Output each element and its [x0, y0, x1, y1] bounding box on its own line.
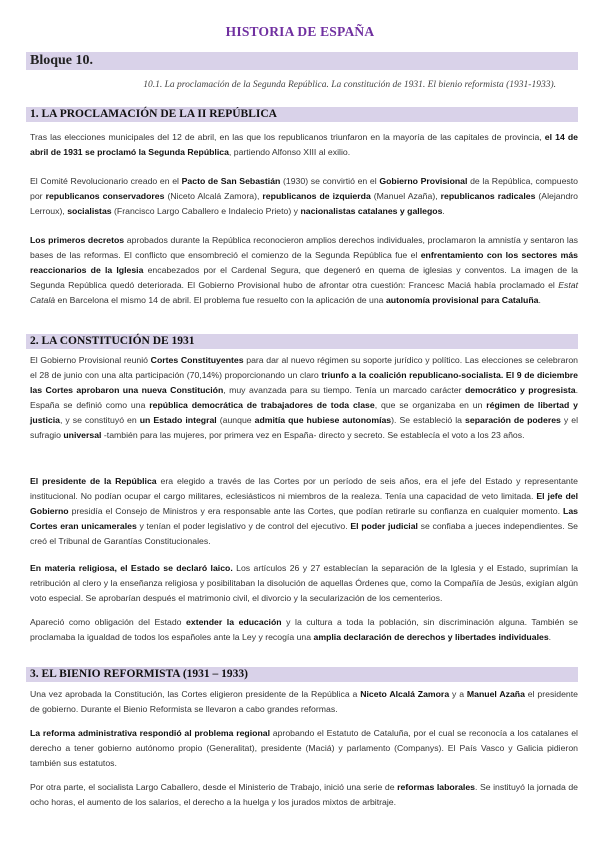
text-run: se confiaba a jueces independientes. Se creó el Tribunal de Garantías Constitucionales.: [30, 521, 578, 546]
paragraph: [30, 780, 578, 810]
text-run: (Alejandro Lerroux),: [30, 191, 579, 216]
text-run: y el sufragio: [30, 415, 579, 440]
bold-text: Manuel Azaña: [466, 689, 525, 699]
text-run: Los artículos 26 y 27 establecían la separación de la Iglesia y el Estado, suprimían la retribución al clero y la enseñanza religiosa y posibilitaban la disolución de aquellas Órdenes que, como la Compañía de Jesús, exigían algún voto especial. Se aprobarían después el matrimonio civil, el divorcio y la secularización de los cementerios.: [30, 563, 578, 603]
bold-text: enfrentamiento con los sectores más reaccionarios de la Iglesia: [30, 250, 578, 275]
bold-text: En materia religiosa, el Estado se declaró laico.: [30, 563, 233, 573]
paragraph: [30, 233, 578, 308]
paragraph: [30, 726, 578, 771]
text-run: .: [548, 632, 552, 642]
bold-text: separación de poderes: [465, 415, 561, 425]
text-run: .: [538, 295, 541, 305]
bold-text: El poder judicial: [350, 521, 418, 531]
text-run: en Barcelona el mismo 14 de abril. El problema fue resuelto con la aplicación de una: [55, 295, 386, 305]
text-run: ). Se estableció la: [391, 415, 466, 425]
bold-text: Las Cortes eran unicamerales: [30, 506, 578, 531]
text-run: , muy avanzada para su tiempo. Tenía un marcado carácter: [223, 385, 465, 395]
text-run: . Se instituyó la jornada de ocho horas, el aumento de los salarios, el derecho a la huelga y los jurados mixtos de arbitraje.: [30, 782, 579, 807]
text-run: -también para las mujeres, por primera vez en España- directo y secreto. Se establecía el voto a los 23 años.: [101, 430, 525, 440]
bold-text: El jefe del Gobierno: [30, 491, 578, 516]
paragraph: [30, 174, 578, 219]
bold-text: régimen de libertad y justicia: [30, 400, 578, 425]
section-heading-bienio: 3. EL BIENIO REFORMISTA (1931 – 1933): [26, 667, 578, 682]
bold-text: El presidente de la República: [30, 476, 157, 486]
block-subtitle: 10.1. La proclamación de la Segunda República. La constitución de 1931. El bienio reformista (1931-1933).: [143, 80, 556, 90]
bold-text: Cortes Constituyentes: [150, 355, 244, 365]
text-run: (aunque: [216, 415, 255, 425]
paragraph: [30, 353, 578, 443]
text-run: Por otra parte, el socialista Largo Caballero, desde el Ministerio de Trabajo, inició una serie de: [30, 782, 398, 792]
text-run: aprobados durante la República reconocieron amplios derechos individuales, proclamaron la amnistía y sentaron las bases de las reformas. El conflicto que ensombreció el comienzo de la Segunda República fue el: [30, 235, 578, 260]
bold-text: Gobierno Provisional: [379, 176, 468, 186]
bold-text: república democrática de trabajadores de toda clase: [149, 400, 375, 410]
text-run: , y se constituyó en: [59, 415, 140, 425]
bold-text: socialistas: [67, 206, 112, 216]
text-run: Apareció como obligación del Estado: [30, 617, 187, 627]
text-run: . España se definió como una: [30, 385, 578, 410]
text-run: encabezados por el Cardenal Segura, que degeneró en quema de iglesias y conventos. La imagen de la Segunda República quedó deteriorada. El Gobierno Provisional hubo de afrontar otra cuestión: Francesc Maciá había proclamado el: [30, 265, 578, 290]
text-run: aprobando el Estatuto de Cataluña, por el cual se reconocía a los catalanes el derecho a tener gobierno autónomo propio (Generalitat), presidente (Maciá) y parlamento (Companys). El País Vasco y Galicia pidieron también sus estatutos.: [30, 728, 578, 768]
paragraph: [30, 615, 578, 645]
italic-text: Estat Català: [30, 280, 578, 305]
text-run: , partiendo Alfonso XIII al exilio.: [228, 147, 351, 157]
bold-text: triunfo a la coalición republicano-socialista. El 9 de diciembre las Cortes aprobaron una nueva Constitución: [30, 370, 579, 395]
bold-text: Los primeros decretos: [30, 235, 125, 245]
paragraph: [30, 561, 578, 606]
bold-text: el 14 de abril de 1931 se proclamó la Segunda República: [30, 132, 579, 157]
block-heading: Bloque 10.: [26, 52, 578, 70]
text-run: de la República, compuesto por: [30, 176, 578, 201]
text-run: para dar al nuevo régimen su soporte jurídico y político. Las elecciones se celebraron el 28 de junio con una alta participación (70,14%) proporcionando un claro: [30, 355, 579, 380]
text-run: y a: [449, 689, 467, 699]
section-heading-proclamacion: 1. LA PROCLAMACIÓN DE LA II REPÚBLICA: [26, 107, 578, 122]
text-run: (Niceto Alcalá Zamora),: [164, 191, 263, 201]
bold-text: autonomía provisional para Cataluña: [385, 295, 539, 305]
bold-text: La reforma administrativa respondió al problema regional: [30, 728, 271, 738]
text-run: y tenían el poder legislativo y de control del ejecutivo.: [136, 521, 351, 531]
bold-text: republicanos radicales: [440, 191, 536, 201]
paragraph: [30, 474, 578, 549]
text-run: Tras las elecciones municipales del 12 de abril, en las que los republicanos triunfaron en la mayoría de las capitales de provincia,: [30, 132, 545, 142]
bold-text: nacionalistas catalanes y gallegos: [300, 206, 443, 216]
paragraph: [30, 130, 578, 160]
text-run: (Manuel Azaña),: [370, 191, 441, 201]
bold-text: Niceto Alcalá Zamora: [360, 689, 450, 699]
text-run: , que se organizaba en un: [374, 400, 487, 410]
paragraph: [30, 687, 578, 717]
text-run: El Gobierno Provisional reunió: [30, 355, 151, 365]
bold-text: admitía que hubiese autonomías: [254, 415, 392, 425]
text-run: El Comité Revolucionario creado en el: [30, 176, 182, 186]
text-run: (Francisco Largo Caballero e Indalecio Prieto) y: [111, 206, 301, 216]
section-heading-constitucion: 2. LA CONSTITUCIÓN DE 1931: [26, 334, 578, 349]
bold-text: Pacto de San Sebastián: [181, 176, 281, 186]
bold-text: un Estado integral: [139, 415, 217, 425]
bold-text: democrático y progresista: [464, 385, 576, 395]
bold-text: universal: [63, 430, 102, 440]
text-run: y la cultura a toda la población, sin discriminación alguna. También se proclamaba la igualdad de todos los españoles ante la Ley y recogía una: [30, 617, 578, 642]
text-run: era elegido a través de las Cortes por un período de seis años, era el jefe del Estado y representante institucional. No podían ocupar el cargo militares, eclesiásticos ni miembros de la realeza. Tenía una capacidad de veto limitada.: [30, 476, 578, 501]
bold-text: extender la educación: [186, 617, 282, 627]
text-run: presidía el Consejo de Ministros y era responsable ante las Cortes, que podían retirarle su confianza en cualquier momento.: [68, 506, 564, 516]
bold-text: reformas laborales: [397, 782, 475, 792]
bold-text: republicanos conservadores: [45, 191, 165, 201]
document-title: HISTORIA DE ESPAÑA: [225, 24, 375, 39]
text-run: .: [442, 206, 445, 216]
text-run: el presidente de gobierno. Durante el Bienio Reformista se llevaron a cabo grandes reformas.: [30, 689, 578, 714]
text-run: (1930) se convirtió en el: [280, 176, 380, 186]
bold-text: republicanos de izquierda: [262, 191, 371, 201]
bold-text: amplia declaración de derechos y libertades individuales: [313, 632, 549, 642]
text-run: Una vez aprobada la Constitución, las Cortes eligieron presidente de la República a: [30, 689, 361, 699]
